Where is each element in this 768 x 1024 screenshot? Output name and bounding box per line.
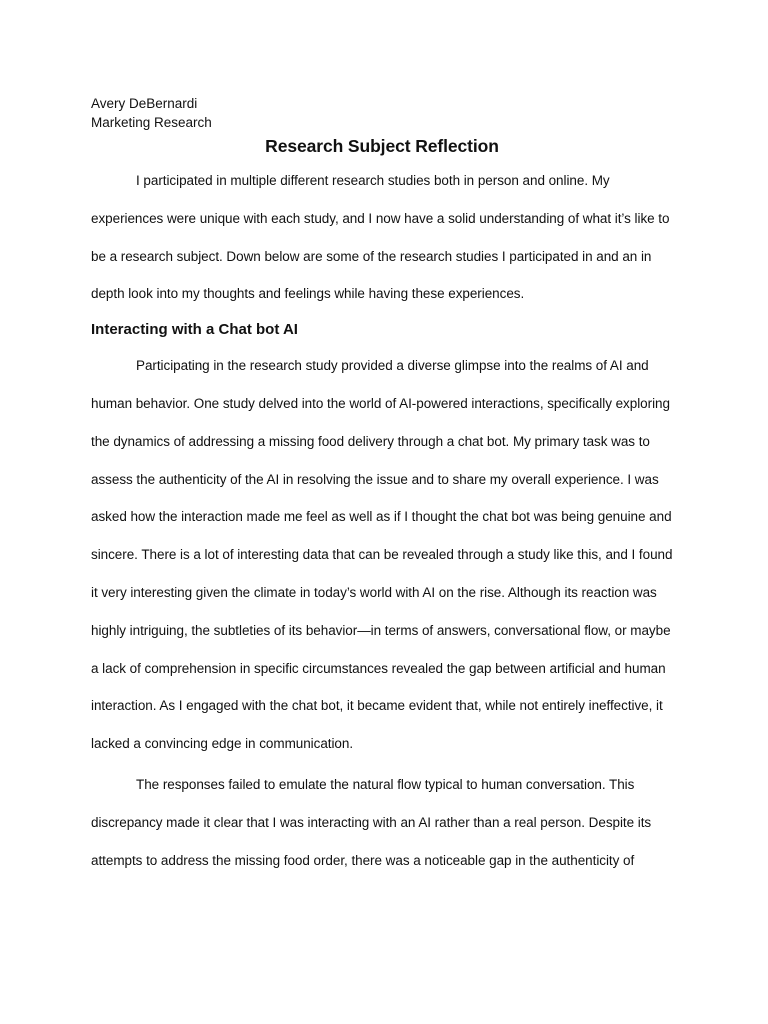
course-name: Marketing Research xyxy=(91,115,212,130)
document-body xyxy=(91,94,673,879)
section-paragraph: Participating in the research study provided a diverse glimpse into the realms of AI and human behavior. One study delved into the world of AI-powered interactions, specifically exploring the dynamics of addressing a missing food delivery through a chat bot. My primary task was to assess the authenticity of the AI in resolving the issue and to share my overall experience. I was asked how the interaction made me feel as well as if I thought the chat bot was being genuine and sincere. There is a lot of interesting data that can be revealed through a study like this, and I found it very interesting given the climate in today’s world with AI on the rise. Although its reaction was highly intriguing, the subtleties of its behavior—in terms of answers, conversational flow, or maybe a lack of comprehension in specific circumstances revealed the gap between artificial and human interaction. As I engaged with the chat bot, it became evident that, while not entirely ineffective, it lacked a convincing edge in communication. xyxy=(91,358,673,752)
section-heading-chatbot: Interacting with a Chat bot AI xyxy=(91,321,298,339)
intro-paragraph: I participated in multiple different research studies both in person and online. My experiences were unique with each study, and I now have a solid understanding of what it’s like to be a research subject. Down below are some of the research studies I participated in and an in depth look into my thoughts and feelings while having these experiences. xyxy=(91,173,670,302)
author-name: Avery DeBernardi xyxy=(91,96,198,111)
section-paragraph: The responses failed to emulate the natural flow typical to human conversation. This discrepancy made it clear that I was interacting with an AI rather than a real person. Despite its attempts to address the missing food order, there was a noticeable gap in the authenticity of xyxy=(91,776,652,868)
document-title: Research Subject Reflection xyxy=(265,136,499,156)
